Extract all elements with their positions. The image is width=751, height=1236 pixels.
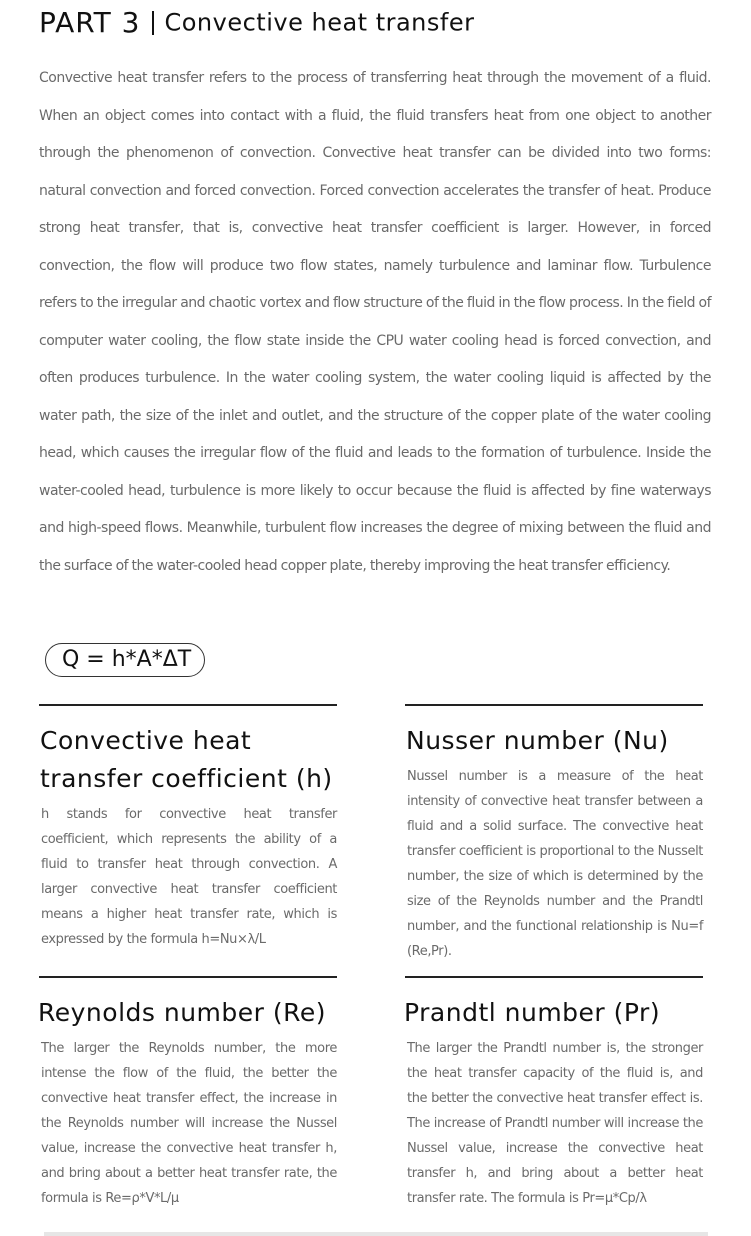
card-title: Reynolds number (Re): [38, 998, 327, 1027]
card-body: Nussel number is a measure of the heat intensity of convective heat transfer between a fluid and a solid surface. The convective heat transfer coefficient is proportional to the Nusselt number, the size of which is determined by the size of the Reynolds number and the Prandtl number, and the functional relationship is Nu=f (Re,Pr).: [407, 769, 703, 959]
card-divider: [405, 704, 703, 706]
card-body: The larger the Prandtl number is, the stronger the heat transfer capacity of the fluid is, and the better the convective heat transfer effect is. The increase of Prandtl number will increase the Nussel value, increase the convective heat transfer h, and bring about a better heat transfer rate. The formula is Pr=μ*Cp/λ: [407, 1041, 703, 1206]
card-title: Prandtl number (Pr): [404, 998, 661, 1027]
section-heading: [39, 6, 474, 39]
card-title: Convective heat transfer coefficient (h): [40, 726, 333, 793]
card-prandtl-number: [405, 976, 703, 1211]
card-body: h stands for convective heat transfer coefficient, which represents the ability of a fluid to transfer heat through convection. A larger convective heat transfer coefficient means a higher heat transfer rate, which is expressed by the formula h=Nu×λ/L: [41, 807, 337, 947]
card-divider: [39, 976, 337, 978]
intro-paragraph: Convective heat transfer refers to the process of transferring heat through the movement of a fluid. When an object comes into contact with a fluid, the fluid transfers heat from one object to another through the phenomenon of convection. Convective heat transfer can be divided into two forms: natural convection and forced convection. Forced convection accelerates the transfer of heat. Produce strong heat transfer, that is, convective heat transfer coefficient is larger. However, in forced convection, the flow will produce two flow states, namely turbulence and laminar flow. Turbulence refers to the irregular and chaotic vortex and flow structure of the fluid in the flow process. In the field of computer water cooling, the flow state inside the CPU water cooling head is forced convection, and often produces turbulence. In the water cooling system, the water cooling liquid is affected by the water path, the size of the inlet and outlet, and the structure of the copper plate of the water cooling head, which causes the irregular flow of the fluid and leads to the formation of turbulence. Inside the water-cooled head, turbulence is more likely to occur because the fluid is affected by fine waterways and high-speed flows. Meanwhile, turbulent flow increases the degree of mixing between the fluid and the surface of the water-cooled head copper plate, thereby improving the heat transfer efficiency.: [39, 70, 711, 574]
card-heat-transfer-coefficient: [39, 704, 337, 952]
heading-divider: [152, 11, 154, 35]
card-nusselt-number: [405, 704, 703, 964]
bottom-divider: [44, 1232, 708, 1236]
section-title: Convective heat transfer: [164, 8, 475, 37]
card-divider: [39, 704, 337, 706]
part-label: PART 3: [39, 6, 141, 39]
heat-transfer-formula: Q = h*A*ΔT: [45, 643, 205, 677]
card-divider: [405, 976, 703, 978]
card-reynolds-number: [39, 976, 337, 1211]
card-title: Nusser number (Nu): [406, 726, 669, 755]
card-body: The larger the Reynolds number, the more intense the flow of the fluid, the better the convective heat transfer effect, the increase in the Reynolds number will increase the Nussel value, increase the convective heat transfer h, and bring about a better heat transfer rate, the formula is Re=ρ*V*L/μ: [41, 1041, 337, 1206]
